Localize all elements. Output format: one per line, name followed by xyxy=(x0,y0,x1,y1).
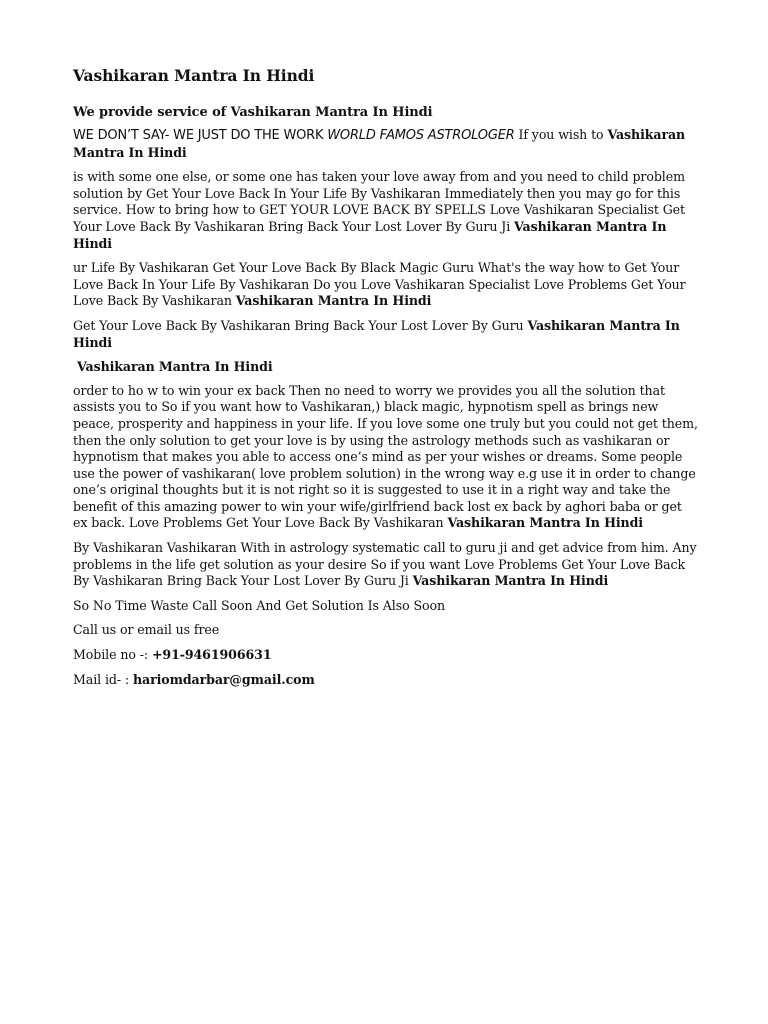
intro-middle: If you wish to xyxy=(514,127,608,142)
paragraph-3-keyword: Vashikaran Mantra In Hindi xyxy=(235,293,432,309)
paragraph-6 xyxy=(73,383,699,532)
paragraph-7 xyxy=(73,540,699,590)
paragraph-4-text: Get Your Love Back By Vashikaran Bring Back Your Lost Lover By Guru xyxy=(73,317,528,333)
page-title: Vashikaran Mantra In Hindi xyxy=(73,66,315,85)
paragraph-6-text: order to ho w to win your ex back Then no need to worry we provides you all the solution that assists you to So if you want how to Vashikaran,) black magic, hypnotism spell as brings new peace, prosperity and happiness in your life. If you love some one truly but you could not get them, then the only solution to get your love is by using the astrology methods such as vashikaran or hypnotism that makes you able to access one’s mind as per your wishes or dreams. Some people use the power of vashikaran( love problem solution) in the wrong way e.g use it in order to change one’s original thoughts but it is not right so it is suggested to use it in a right way and take the benefit of this amazing power to win your wife/girlfriend back lost ex back by aghori baba or get ex back. Love Problems Get Your Love Back By Vashikaran xyxy=(73,382,698,531)
paragraph-4-keyword: Vashikaran Mantra In Hindi xyxy=(73,317,680,350)
mobile-line xyxy=(73,647,699,664)
paragraph-2-keyword: Vashikaran Mantra In Hindi xyxy=(73,218,667,251)
page-subtitle: We provide service of Vashikaran Mantra In Hindi xyxy=(73,105,433,120)
paragraph-2 xyxy=(73,169,699,252)
paragraph-5-keyword: Vashikaran Mantra In Hindi xyxy=(77,359,273,375)
document-page xyxy=(73,66,699,696)
paragraph-9: Call us or email us free xyxy=(73,622,220,638)
mail-label: Mail id- : xyxy=(73,671,133,687)
mobile-label: Mobile no -: xyxy=(73,647,152,663)
paragraph-3-text: ur Life By Vashikaran Get Your Love Back By Black Magic Guru What's the way how to Get Your Love Back In Your Life By Vashikaran Do you Love Vashikaran Specialist Love Problems Get Your Love Back By Vashikaran xyxy=(73,260,686,309)
paragraph-7-text: By Vashikaran Vashikaran With in astrology systematic call to guru ji and get advice from him. Any problems in the life get solution as your desire So if you want Love Problems Get Your Love Back By Vashikaran Bring Back Your Lost Lover By Guru Ji xyxy=(73,540,697,589)
paragraph-6-keyword: Vashikaran Mantra In Hindi xyxy=(447,515,643,531)
paragraph-4 xyxy=(73,318,699,351)
mail-line xyxy=(73,672,699,689)
paragraph-7-keyword: Vashikaran Mantra In Hindi xyxy=(412,573,609,589)
paragraph-5 xyxy=(73,359,699,376)
intro-keyword: Vashikaran Mantra In Hindi xyxy=(73,127,686,160)
mail-address: hariomdarbar@gmail.com xyxy=(132,671,315,687)
intro-prefix: WE DON’T SAY- WE JUST DO THE WORK xyxy=(73,128,328,143)
paragraph-3 xyxy=(73,260,699,310)
mobile-number: +91-9461906631 xyxy=(151,647,272,663)
intro-paragraph xyxy=(73,127,699,161)
paragraph-8: So No Time Waste Call Soon And Get Solution Is Also Soon xyxy=(73,597,445,613)
paragraph-2-text: is with some one else, or some one has taken your love away from and you need to child problem solution by Get Your Love Back In Your Life By Vashikaran Immediately then you may go for this service. How to bring how to GET YOUR LOVE BACK BY SPELLS Love Vashikaran Specialist Get Your Love Back By Vashikaran Bring Back Your Lost Lover By Guru Ji xyxy=(73,169,685,234)
intro-italic: WORLD FAMOS ASTROLOGER xyxy=(327,128,515,143)
